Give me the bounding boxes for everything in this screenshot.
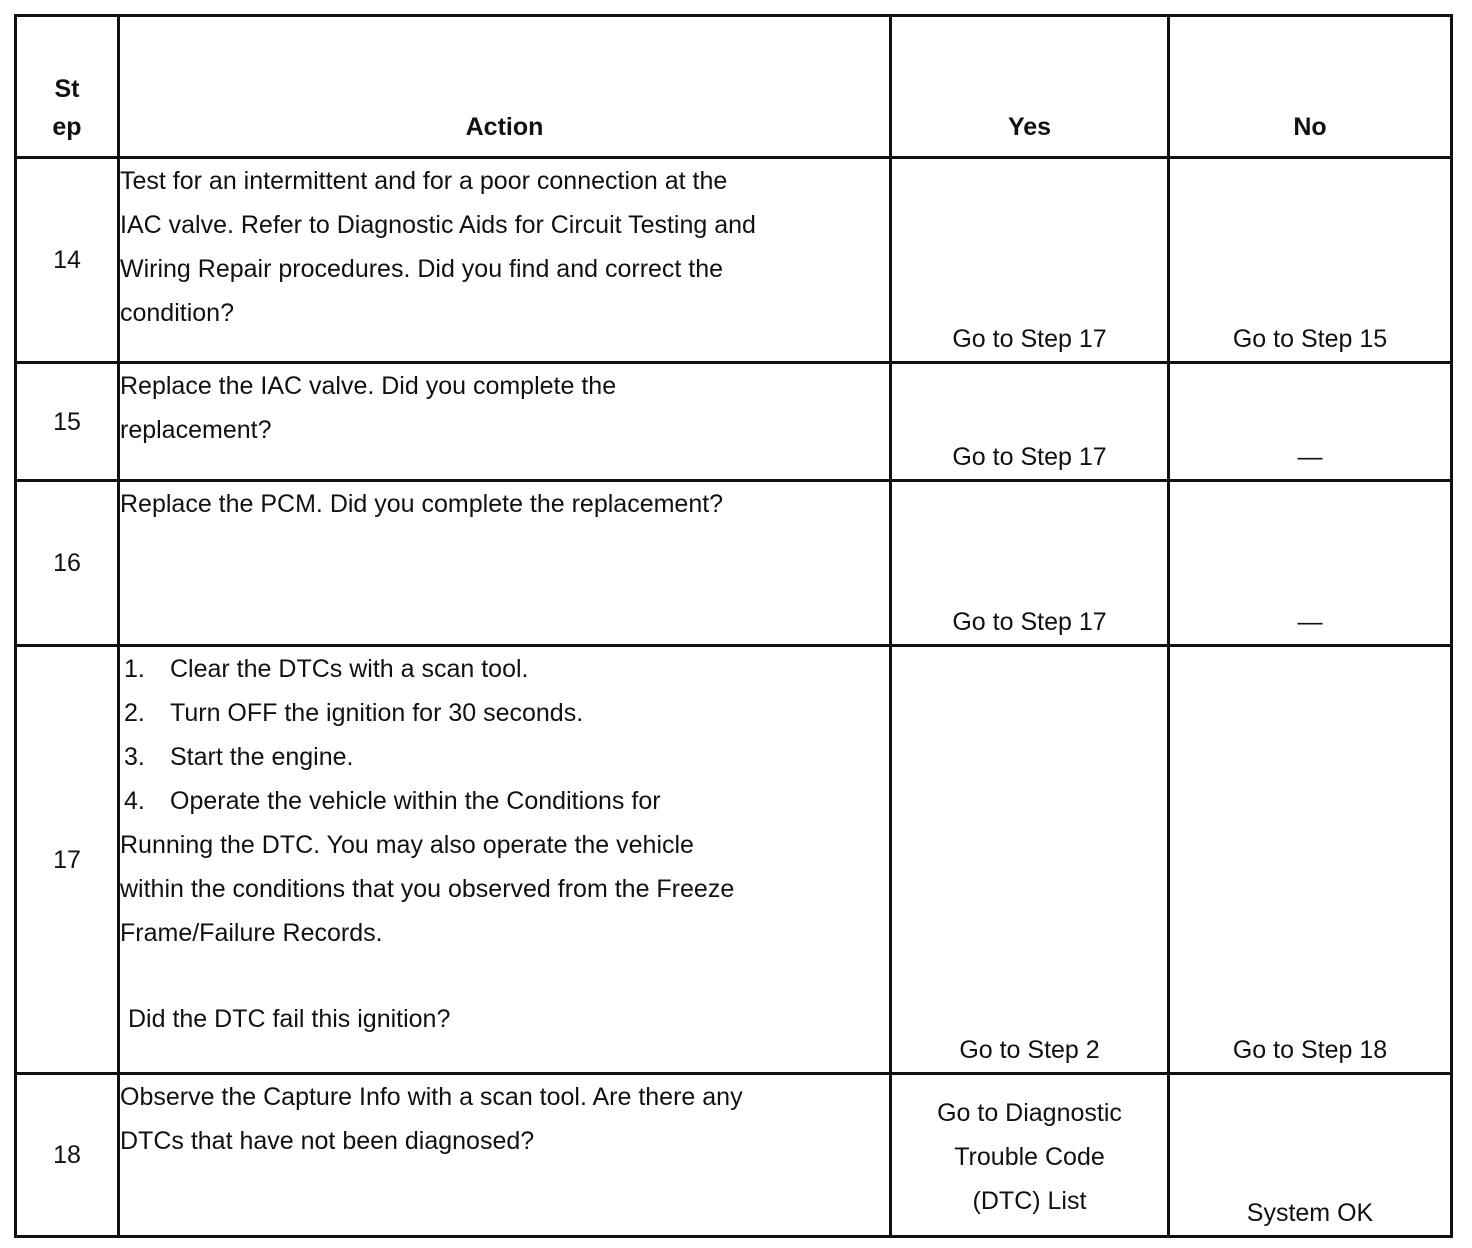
list-item-text: Operate the vehicle within the Conditions for xyxy=(170,787,661,815)
step-number: 15 xyxy=(16,363,119,481)
table-header-row xyxy=(16,16,1452,158)
header-no: No xyxy=(1169,16,1452,158)
step-number: 17 xyxy=(16,646,119,1074)
action-cell xyxy=(119,646,891,1074)
table-row xyxy=(16,1074,1452,1237)
action-cell xyxy=(119,158,891,363)
no-cell: Go to Step 18 xyxy=(1169,646,1452,1074)
list-item xyxy=(120,647,889,691)
action-text: Frame/Failure Records. xyxy=(120,919,383,947)
list-item-number: 1. xyxy=(124,655,145,683)
step-number: 16 xyxy=(16,481,119,646)
action-text: Wiring Repair procedures. Did you find and correct the xyxy=(120,255,724,283)
list-item-number: 2. xyxy=(124,699,145,727)
table-row xyxy=(16,363,1452,481)
step-number: 18 xyxy=(16,1074,119,1237)
action-text: Running the DTC. You may also operate the vehicle xyxy=(120,831,694,859)
no-cell: — xyxy=(1169,481,1452,646)
yes-cell xyxy=(891,1074,1169,1237)
action-text: Replace the PCM. Did you complete the replacement? xyxy=(120,490,724,518)
table-row xyxy=(16,646,1452,1074)
list-item-text: Start the engine. xyxy=(170,743,354,771)
yes-cell: Go to Step 17 xyxy=(891,158,1169,363)
yes-text: (DTC) List xyxy=(972,1187,1087,1215)
action-text: condition? xyxy=(120,299,234,327)
list-item-number: 3. xyxy=(124,743,145,771)
action-text: Replace the IAC valve. Did you complete the xyxy=(120,372,617,400)
spacer xyxy=(120,955,889,997)
no-cell: System OK xyxy=(1169,1074,1452,1237)
table-row xyxy=(16,158,1452,363)
yes-text: Trouble Code xyxy=(954,1143,1105,1171)
action-text: replacement? xyxy=(120,416,272,444)
yes-text: Go to Diagnostic xyxy=(937,1099,1122,1127)
table-row xyxy=(16,481,1452,646)
list-item xyxy=(120,691,889,735)
action-text: within the conditions that you observed from the Freeze xyxy=(120,875,735,903)
action-cell xyxy=(119,363,891,481)
header-step: St ep xyxy=(16,16,119,158)
action-text: IAC valve. Refer to Diagnostic Aids for Circuit Testing and xyxy=(120,211,756,239)
action-text: DTCs that have not been diagnosed? xyxy=(120,1127,535,1155)
list-item-text: Turn OFF the ignition for 30 seconds. xyxy=(170,699,584,727)
list-item xyxy=(120,735,889,779)
no-cell: Go to Step 15 xyxy=(1169,158,1452,363)
yes-cell: Go to Step 17 xyxy=(891,363,1169,481)
step-number: 14 xyxy=(16,158,119,363)
yes-cell: Go to Step 2 xyxy=(891,646,1169,1074)
action-text: Observe the Capture Info with a scan tool. Are there any xyxy=(120,1083,743,1111)
header-yes: Yes xyxy=(891,16,1169,158)
action-text: Test for an intermittent and for a poor connection at the xyxy=(120,167,728,195)
action-cell xyxy=(119,1074,891,1237)
yes-cell: Go to Step 17 xyxy=(891,481,1169,646)
list-item-number: 4. xyxy=(124,787,145,815)
list-item-text: Clear the DTCs with a scan tool. xyxy=(170,655,529,683)
action-question: Did the DTC fail this ignition? xyxy=(128,1005,451,1033)
diagnostic-table xyxy=(14,14,1453,1238)
list-item xyxy=(120,779,889,823)
action-cell xyxy=(119,481,891,646)
header-action: Action xyxy=(119,16,891,158)
no-cell: — xyxy=(1169,363,1452,481)
